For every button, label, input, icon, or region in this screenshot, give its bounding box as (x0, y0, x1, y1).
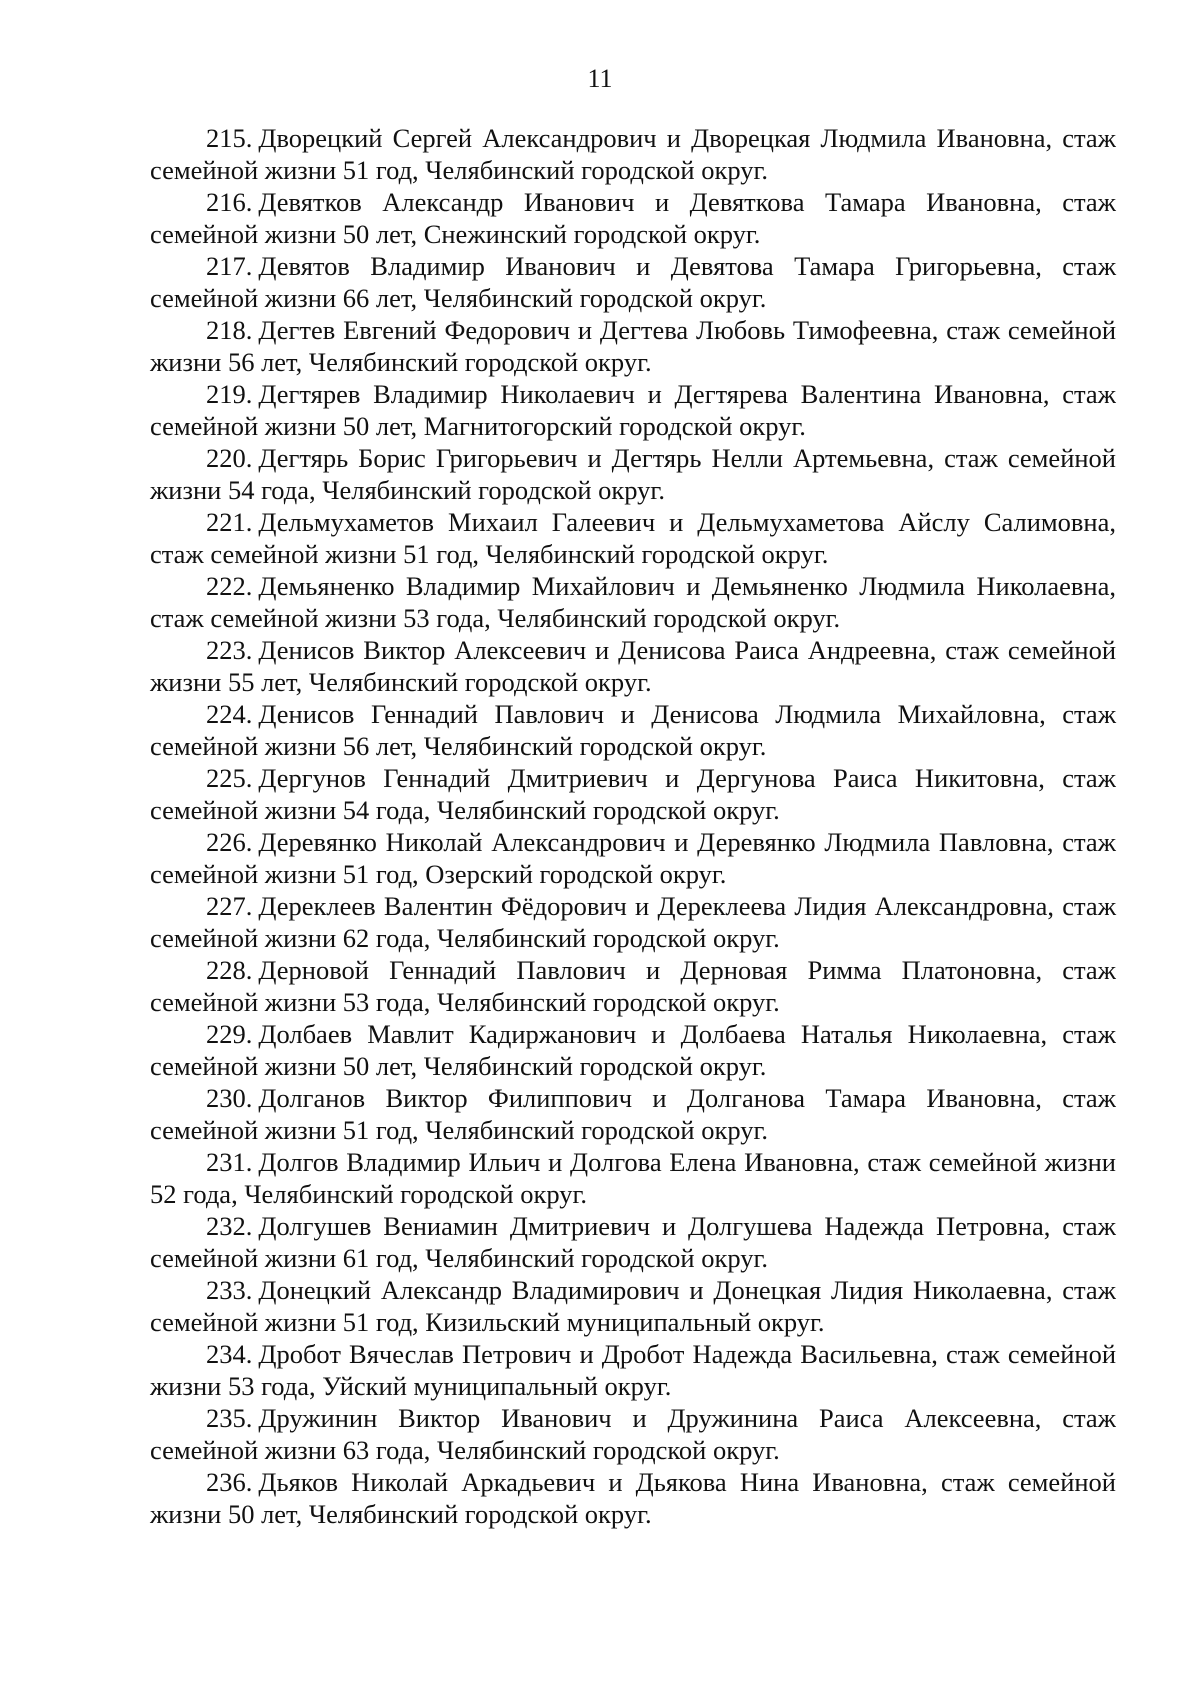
list-item (150, 186, 1116, 250)
entry-number: 233. (206, 1275, 253, 1305)
entry-number: 218. (206, 315, 253, 345)
entry-number: 222. (206, 571, 253, 601)
list-item (150, 634, 1116, 698)
entry-text: Денисов Геннадий Павлович и Денисова Людмила Михайловна, стаж семейной жизни 56 лет, Челябинский городской округ. (150, 699, 1116, 761)
entry-number: 220. (206, 443, 253, 473)
list-item (150, 506, 1116, 570)
list-item (150, 1082, 1116, 1146)
entry-text: Долгушев Вениамин Дмитриевич и Долгушева Надежда Петровна, стаж семейной жизни 61 год, Челябинский городской округ. (150, 1211, 1116, 1273)
entry-number: 219. (206, 379, 253, 409)
entry-text: Долганов Виктор Филиппович и Долганова Тамара Ивановна, стаж семейной жизни 51 год, Челябинский городской округ. (150, 1083, 1116, 1145)
list-item (150, 1018, 1116, 1082)
list-item (150, 1338, 1116, 1402)
entry-text: Долбаев Мавлит Кадиржанович и Долбаева Наталья Николаевна, стаж семейной жизни 50 лет, Челябинский городской округ. (150, 1019, 1116, 1081)
entry-number: 235. (206, 1403, 253, 1433)
entry-text: Девятов Владимир Иванович и Девятова Тамара Григорьевна, стаж семейной жизни 66 лет, Челябинский городской округ. (150, 251, 1116, 313)
entry-number: 228. (206, 955, 253, 985)
entry-text: Деревянко Николай Александрович и Деревянко Людмила Павловна, стаж семейной жизни 51 год, Озерский городской округ. (150, 827, 1116, 889)
entry-number: 234. (206, 1339, 253, 1369)
list-item (150, 826, 1116, 890)
list-item (150, 442, 1116, 506)
list-item (150, 762, 1116, 826)
entry-number: 217. (206, 251, 253, 281)
list-item (150, 250, 1116, 314)
entry-text: Денисов Виктор Алексеевич и Денисова Раиса Андреевна, стаж семейной жизни 55 лет, Челябинский городской округ. (150, 635, 1116, 697)
list-item (150, 1274, 1116, 1338)
entry-number: 236. (206, 1467, 253, 1497)
list-item (150, 122, 1116, 186)
entry-number: 216. (206, 187, 253, 217)
page-number: 11 (587, 64, 613, 93)
list-item (150, 890, 1116, 954)
entry-text: Дегтев Евгений Федорович и Дегтева Любовь Тимофеевна, стаж семейной жизни 56 лет, Челябинский городской округ. (150, 315, 1116, 377)
entry-text: Дегтярь Борис Григорьевич и Дегтярь Нелли Артемьевна, стаж семейной жизни 54 года, Челябинский городской округ. (150, 443, 1116, 505)
entry-list (150, 122, 1116, 1530)
entry-text: Долгов Владимир Ильич и Долгова Елена Ивановна, стаж семейной жизни 52 года, Челябинский городской округ. (150, 1147, 1116, 1209)
entry-number: 229. (206, 1019, 253, 1049)
entry-number: 226. (206, 827, 253, 857)
entry-number: 232. (206, 1211, 253, 1241)
entry-text: Дегтярев Владимир Николаевич и Дегтярева Валентина Ивановна, стаж семейной жизни 50 лет, Магнитогорский городской округ. (150, 379, 1116, 441)
entry-text: Дробот Вячеслав Петрович и Дробот Надежда Васильевна, стаж семейной жизни 53 года, Уйский муниципальный округ. (150, 1339, 1116, 1401)
entry-text: Дергунов Геннадий Дмитриевич и Дергунова Раиса Никитовна, стаж семейной жизни 54 года, Челябинский городской округ. (150, 763, 1116, 825)
list-item (150, 378, 1116, 442)
entry-text: Дьяков Николай Аркадьевич и Дьякова Нина Ивановна, стаж семейной жизни 50 лет, Челябинский городской округ. (150, 1467, 1116, 1529)
list-item (150, 314, 1116, 378)
entry-number: 231. (206, 1147, 253, 1177)
entry-text: Демьяненко Владимир Михайлович и Демьяненко Людмила Николаевна, стаж семейной жизни 53 года, Челябинский городской округ. (150, 571, 1116, 633)
entry-text: Дружинин Виктор Иванович и Дружинина Раиса Алексеевна, стаж семейной жизни 63 года, Челябинский городской округ. (150, 1403, 1116, 1465)
list-item (150, 1210, 1116, 1274)
entry-number: 221. (206, 507, 253, 537)
entry-text: Дельмухаметов Михаил Галеевич и Дельмухаметова Айслу Салимовна, стаж семейной жизни 51 год, Челябинский городской округ. (150, 507, 1116, 569)
entry-number: 224. (206, 699, 253, 729)
list-item (150, 1146, 1116, 1210)
list-item (150, 954, 1116, 1018)
entry-number: 230. (206, 1083, 253, 1113)
entry-number: 223. (206, 635, 253, 665)
entry-number: 215. (206, 123, 253, 153)
list-item (150, 1402, 1116, 1466)
entry-text: Дворецкий Сергей Александрович и Дворецкая Людмила Ивановна, стаж семейной жизни 51 год, Челябинский городской округ. (150, 123, 1116, 185)
entry-text: Донецкий Александр Владимирович и Донецкая Лидия Николаевна, стаж семейной жизни 51 год, Кизильский муниципальный округ. (150, 1275, 1116, 1337)
entry-text: Девятков Александр Иванович и Девяткова Тамара Ивановна, стаж семейной жизни 50 лет, Снежинский городской округ. (150, 187, 1116, 249)
list-item (150, 570, 1116, 634)
list-item (150, 698, 1116, 762)
entry-text: Дерновой Геннадий Павлович и Дерновая Римма Платоновна, стаж семейной жизни 53 года, Челябинский городской округ. (150, 955, 1116, 1017)
entry-number: 227. (206, 891, 253, 921)
list-item (150, 1466, 1116, 1530)
entry-text: Дереклеев Валентин Фёдорович и Дереклеева Лидия Александровна, стаж семейной жизни 62 года, Челябинский городской округ. (150, 891, 1116, 953)
entry-number: 225. (206, 763, 253, 793)
